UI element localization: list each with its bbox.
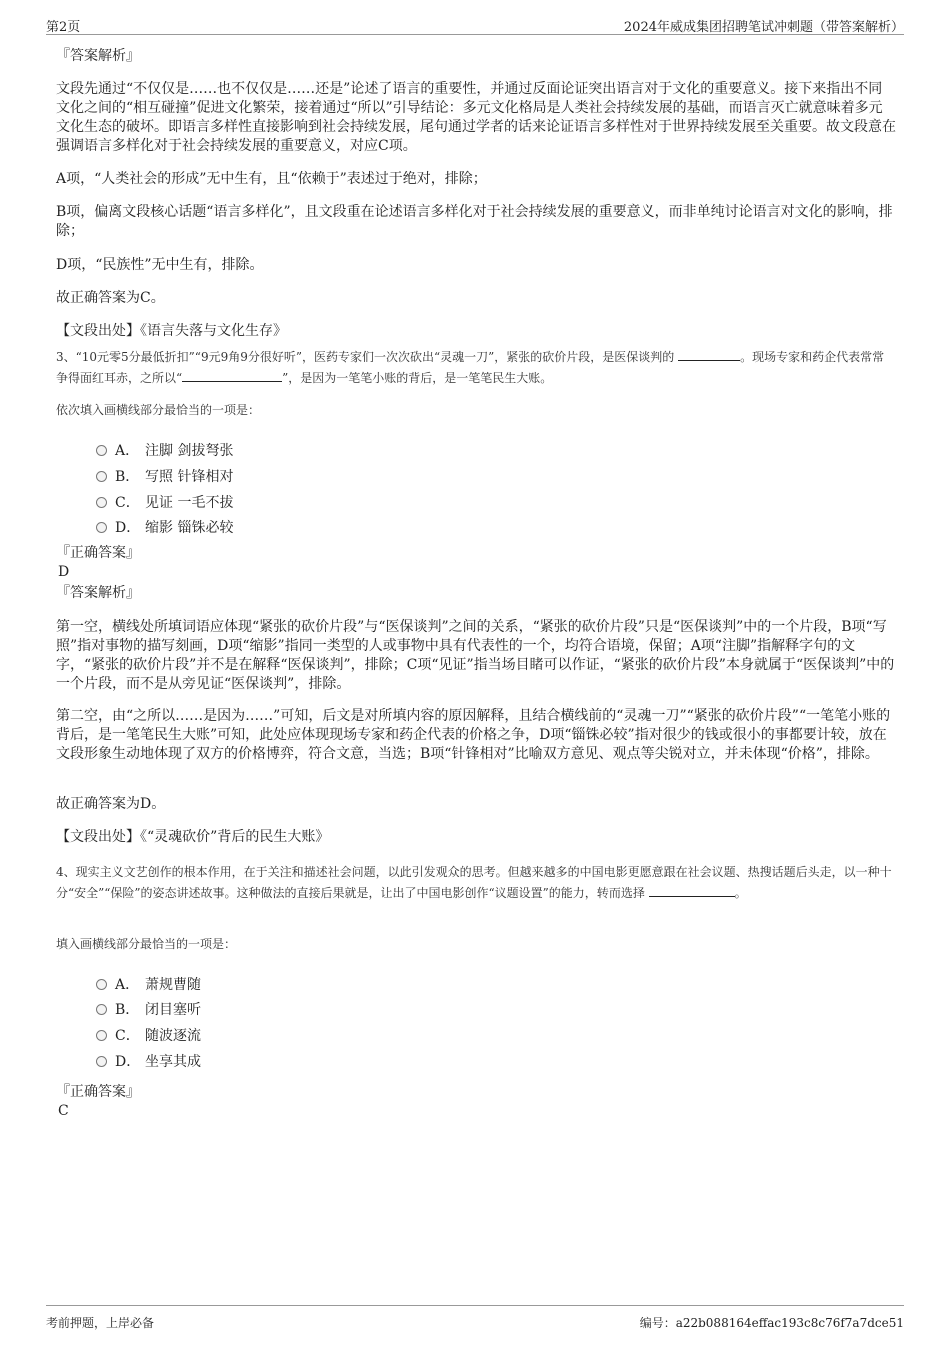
q4-option-d[interactable]: D． 坐享其成 [96,1051,201,1071]
page-header [46,14,904,35]
q4-blank [649,884,735,897]
q3-blank-1 [678,348,740,361]
radio-icon[interactable] [96,471,107,482]
q4-option-c[interactable]: C． 随波逐流 [96,1025,201,1045]
q3-option-a[interactable]: A． 注脚 剑拔弩张 [96,440,233,460]
q4-answer-label: 『正确答案』 [56,1084,140,1100]
radio-icon[interactable] [96,522,107,533]
document-title: 2024年威成集团招聘笔试冲刺题（带答案解析） [623,20,904,35]
page-footer [46,1305,904,1330]
q3-stem-part-1: 3、“10元零5分最低折扣”“9元9角9分很好听”，医药专家们一次次砍出“灵魂一刀”，紧张的砍价片段，是医保谈判的 [56,350,675,364]
q2-analysis-paragraph-3: B项，偏离文段核心话题“语言多样化”，且文段重在论述语言多样化对于社会持续发展的重要意义，而非单纯讨论语言对文化的影响，排除； [56,204,893,239]
footer-slogan: 考前押题，上岸必备 [46,1316,155,1330]
radio-icon[interactable] [96,445,107,456]
q4-answer: C [58,1103,69,1119]
radio-icon[interactable] [96,1004,107,1015]
q3-answer-label: 『正确答案』 [56,545,140,561]
q4-option-a[interactable]: A． 萧规曹随 [96,974,201,994]
q3-analysis-paragraph-3: 故正确答案为D。 [56,796,166,812]
radio-icon[interactable] [96,979,107,990]
q3-source: 【文段出处】《“灵魂砍价”背后的民生大账》 [56,829,330,845]
radio-icon[interactable] [96,497,107,508]
q2-analysis-label: 『答案解析』 [56,48,140,64]
q2-analysis-paragraph-5: 故正确答案为C。 [56,290,165,306]
q3-analysis-label: 『答案解析』 [56,585,140,601]
q3-analysis-paragraph-1: 第一空，横线处所填词语应体现“紧张的砍价片段”与“医保谈判”之间的关系，“紧张的砍价片段”只是“医保谈判”中的一个片段，B项“写照”指对事物的描写刻画，D项“缩影”指同一类型的人或事物中具有代表性的一个，均符合语境，保留；A项“注脚”指解释字句的文字，“紧张的砍价片段”并不是在解释“医保谈判”，排除；C项“见证”指当场目睹可以作证，“紧张的砍价片段”本身就属于“医保谈判”中的一个片段，而不是从旁见证“医保谈判”，排除。 [56,619,895,692]
q2-analysis-paragraph-2: A项，“人类社会的形成”无中生有，且“依赖于”表述过于绝对，排除； [56,171,487,187]
q3-prompt: 依次填入画横线部分最恰当的一项是： [56,403,261,417]
q3-stem [56,347,896,389]
radio-icon[interactable] [96,1056,107,1067]
q3-option-b[interactable]: B． 写照 针锋相对 [96,466,233,486]
q4-option-b[interactable]: B． 闭目塞听 [96,999,201,1019]
q3-option-c[interactable]: C． 见证 一毛不拔 [96,492,233,512]
q4-stem [56,862,896,904]
q3-option-d[interactable]: D． 缩影 锱铢必较 [96,517,233,537]
q3-blank-2 [182,369,282,382]
q3-stem-part-2: 。现场专家和药企代表常常争得面红耳赤，之所以“ [56,350,885,385]
q3-stem-part-3: ”，是因为一笔笔小账的背后，是一笔笔民生大账。 [282,371,553,385]
q4-stem-end: 。 [734,886,747,900]
q2-analysis-paragraph-4: D项，“民族性”无中生有，排除。 [56,257,264,273]
q2-analysis-paragraph-1: 文段先通过“不仅仅是……也不仅仅是……还是”论述了语言的重要性，并通过反面论证突出语言对于文化的重要意义。接下来指出不同文化之间的“相互碰撞”促进文化繁荣，接着通过“所以”引导结论：多元文化格局是人类社会持续发展的基础，而语言灭亡就意味着多元文化生态的破坏。即语言多样性直接影响到社会持续发展，尾句通过学者的话来论证语言多样性对于世界持续发展至关重要。故文段意在强调语言多样化对于社会持续发展的重要意义，对应C项。 [56,81,896,154]
q3-answer: D [58,564,70,580]
q4-stem-text: 4、现实主义文艺创作的根本作用，在于关注和描述社会问题，以此引发观众的思考。但越来越多的中国电影更愿意跟在社会议题、热搜话题后头走，以一种十分“安全”“保险”的姿态讲述故事。这种做法的直接后果就是，让出了中国电影创作“议题设置”的能力，转而选择 [56,865,892,900]
page-number: 第2页 [46,20,81,35]
document-id: 编号：a22b088164effac193c8c76f7a7dce51 [639,1316,904,1330]
radio-icon[interactable] [96,1030,107,1041]
q4-prompt: 填入画横线部分最恰当的一项是： [56,937,237,951]
q2-source: 【文段出处】《语言失落与文化生存》 [56,323,287,339]
q3-analysis-paragraph-2: 第二空，由“之所以……是因为……”可知，后文是对所填内容的原因解释，且结合横线前的“灵魂一刀”“紧张的砍价片段”“一笔笔小账的背后，是一笔笔民生大账”可知，此处应体现现场专家和药企代表的价格之争，D项“锱铢必较”指对很少的钱或很小的事都要计较，放在文段形象生动地体现了双方的价格博弈，符合文意，当选；B项“针锋相对”比喻双方意见、观点等尖锐对立，并未体现“价格”，排除。 [56,708,891,762]
